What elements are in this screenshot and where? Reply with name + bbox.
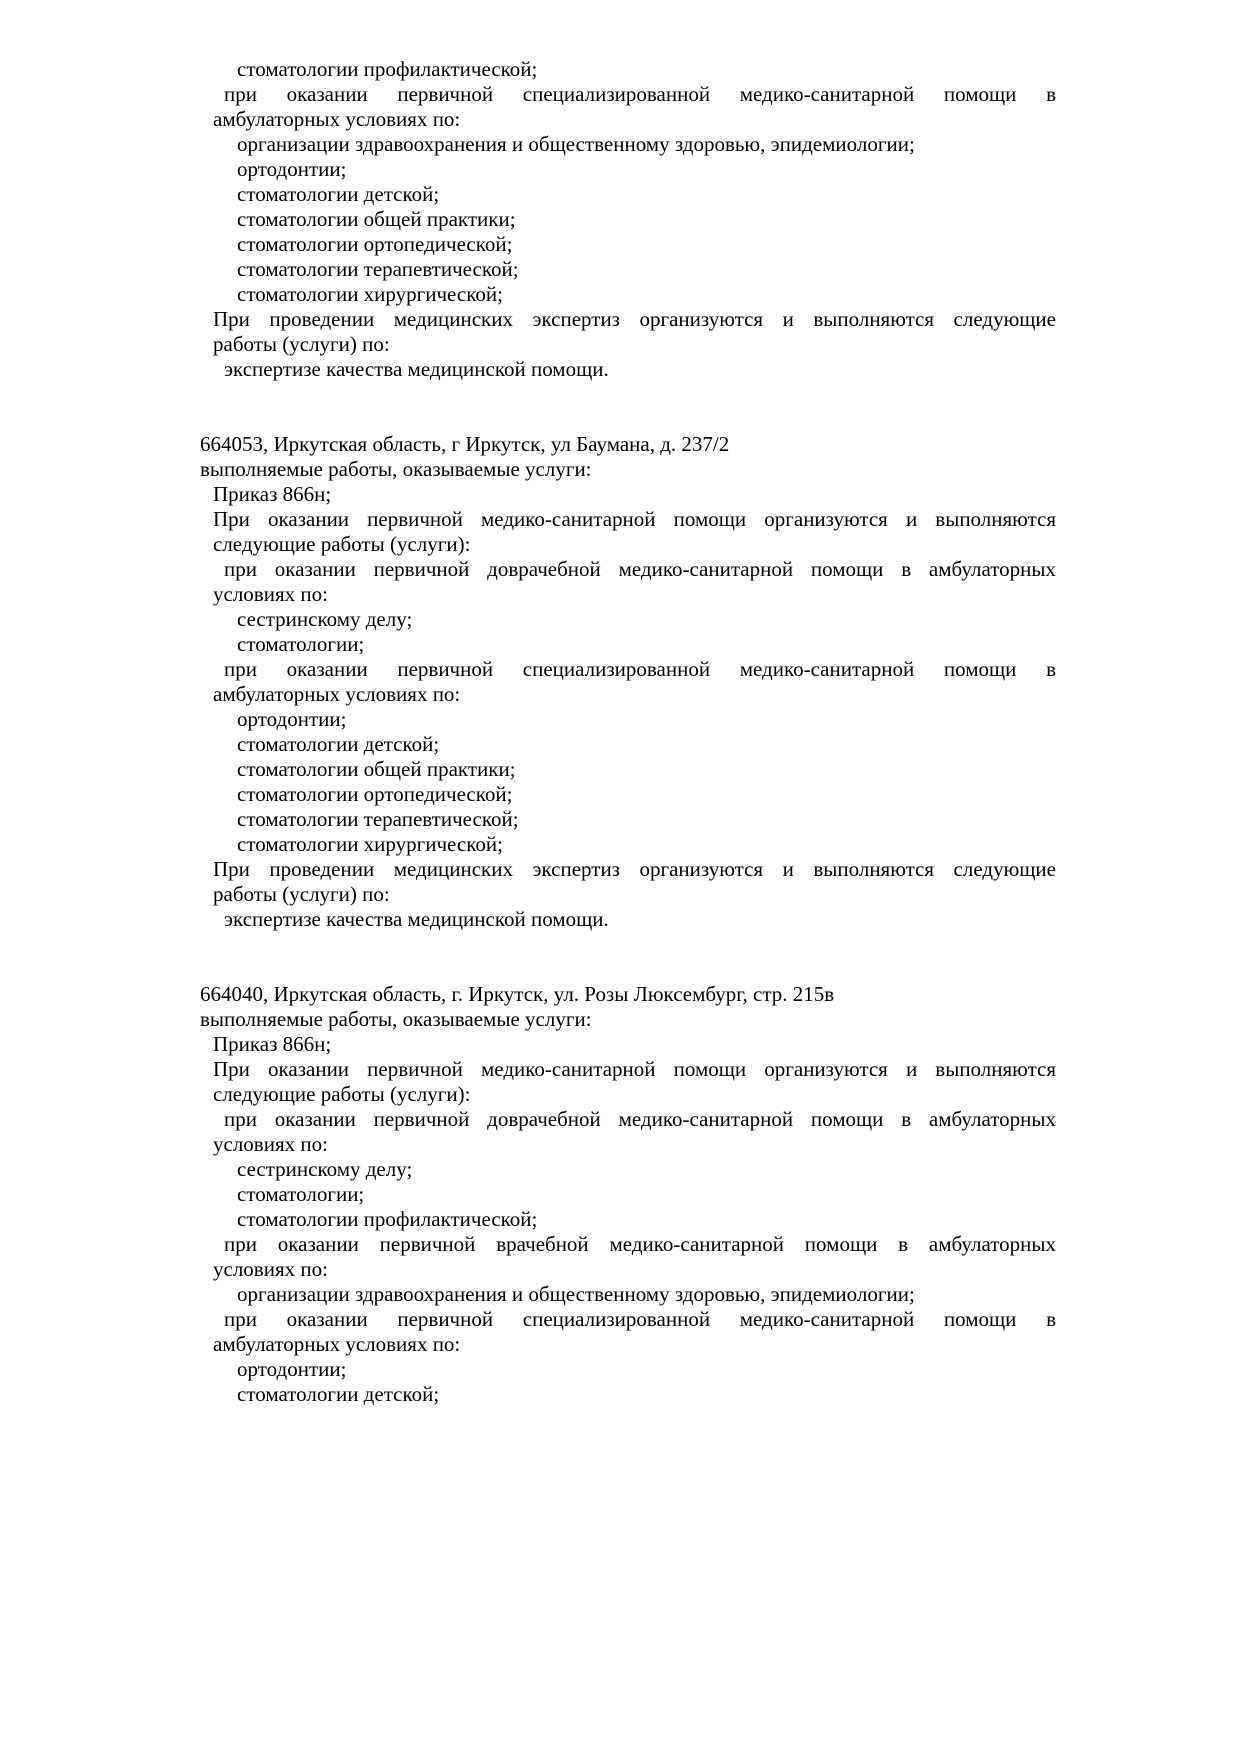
document-line: стоматологии хирургической; bbox=[237, 282, 503, 306]
document-line: условиях по: bbox=[213, 582, 328, 606]
document-line: Приказ 866н; bbox=[213, 1032, 332, 1056]
document-line: стоматологии хирургической; bbox=[237, 832, 503, 856]
document-line: организации здравоохранения и общественному здоровью, эпидемиологии; bbox=[237, 1282, 915, 1306]
document-line: стоматологии детской; bbox=[237, 732, 440, 756]
document-line: при оказании первичной специализированной медико-санитарной помощи в bbox=[224, 1307, 1056, 1331]
document-line: стоматологии ортопедической; bbox=[237, 782, 513, 806]
document-line: следующие работы (услуги): bbox=[213, 1082, 471, 1106]
document-line: стоматологии общей практики; bbox=[237, 757, 516, 781]
document-line: сестринскому делу; bbox=[237, 1157, 413, 1181]
document-line: при оказании первичной специализированной медико-санитарной помощи в bbox=[224, 82, 1056, 106]
document-line: работы (услуги) по: bbox=[213, 332, 390, 356]
document-body bbox=[200, 57, 1056, 1407]
document-line: выполняемые работы, оказываемые услуги: bbox=[200, 1007, 592, 1031]
document-line: ортодонтии; bbox=[237, 707, 347, 731]
document-line: стоматологии детской; bbox=[237, 1382, 440, 1406]
document-line: работы (услуги) по: bbox=[213, 882, 390, 906]
document-line: стоматологии общей практики; bbox=[237, 207, 516, 231]
document-line: следующие работы (услуги): bbox=[213, 532, 471, 556]
document-line: стоматологии терапевтической; bbox=[237, 257, 519, 281]
document-line: стоматологии профилактической; bbox=[237, 1207, 538, 1231]
document-line: 664040, Иркутская область, г. Иркутск, ул. Розы Люксембург, стр. 215в bbox=[200, 982, 835, 1006]
document-line: условиях по: bbox=[213, 1132, 328, 1156]
section-continuation bbox=[200, 57, 1056, 382]
document-line: стоматологии; bbox=[237, 632, 365, 656]
document-line: Приказ 866н; bbox=[213, 482, 332, 506]
section-address-664053 bbox=[200, 432, 1056, 932]
section-address-664040 bbox=[200, 982, 1056, 1407]
document-line: при оказании первичной доврачебной медико-санитарной помощи в амбулаторных bbox=[224, 557, 1056, 581]
document-line: сестринскому делу; bbox=[237, 607, 413, 631]
document-line: При проведении медицинских экспертиз организуются и выполняются следующие bbox=[213, 857, 1056, 881]
document-line: 664053, Иркутская область, г Иркутск, ул Баумана, д. 237/2 bbox=[200, 432, 730, 456]
document-line: при оказании первичной доврачебной медико-санитарной помощи в амбулаторных bbox=[224, 1107, 1056, 1131]
document-line: ортодонтии; bbox=[237, 1357, 347, 1381]
document-line: выполняемые работы, оказываемые услуги: bbox=[200, 457, 592, 481]
document-line: условиях по: bbox=[213, 1257, 328, 1281]
document-line: стоматологии; bbox=[237, 1182, 365, 1206]
document-line: стоматологии профилактической; bbox=[237, 57, 538, 81]
document-line: организации здравоохранения и общественному здоровью, эпидемиологии; bbox=[237, 132, 915, 156]
document-line: стоматологии ортопедической; bbox=[237, 232, 513, 256]
document-line: При проведении медицинских экспертиз организуются и выполняются следующие bbox=[213, 307, 1056, 331]
document-line: при оказании первичной врачебной медико-санитарной помощи в амбулаторных bbox=[224, 1232, 1056, 1256]
document-line: ортодонтии; bbox=[237, 157, 347, 181]
document-line: стоматологии терапевтической; bbox=[237, 807, 519, 831]
document-line: амбулаторных условиях по: bbox=[213, 107, 461, 131]
document-line: стоматологии детской; bbox=[237, 182, 440, 206]
document-line: При оказании первичной медико-санитарной помощи организуются и выполняются bbox=[213, 1057, 1056, 1081]
document-line: амбулаторных условиях по: bbox=[213, 1332, 461, 1356]
document-line: амбулаторных условиях по: bbox=[213, 682, 461, 706]
document-line: при оказании первичной специализированной медико-санитарной помощи в bbox=[224, 657, 1056, 681]
document-line: При оказании первичной медико-санитарной помощи организуются и выполняются bbox=[213, 507, 1056, 531]
document-line: экспертизе качества медицинской помощи. bbox=[224, 357, 609, 381]
document-line: экспертизе качества медицинской помощи. bbox=[224, 907, 609, 931]
